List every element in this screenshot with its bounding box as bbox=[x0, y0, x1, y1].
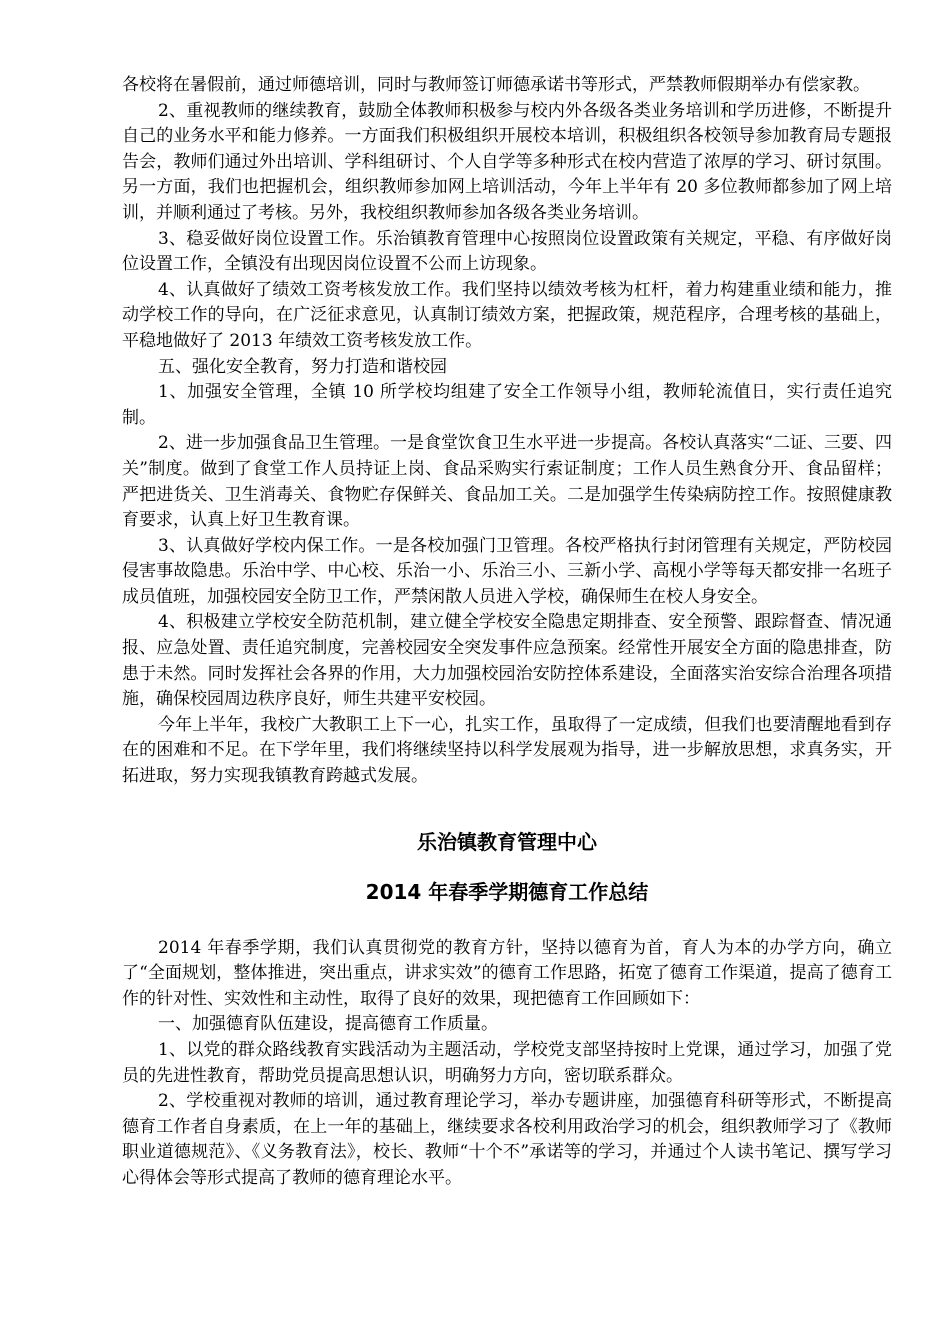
paragraph-teacher-training: 2、学校重视对教师的培训，通过教育理论学习，举办专题讲座，加强德育科研等形式，不断提高德育工作者自身素质，在上一年的基础上，继续要求各校利用政治学习的机会，组织教师学习了《教师职业道德规范》、《义务教育法》，校长、教师“十个不”承诺等的学习，并通过个人读书笔记、撰写学习心得体会等形式提高了教师的德育理论水平。 bbox=[122, 1091, 892, 1188]
document-page bbox=[122, 73, 892, 1192]
paragraph-continued: 各校将在暑假前，通过师德培训，同时与教师签订师德承诺书等形式，严禁教师假期举办有偿家教。 bbox=[122, 75, 870, 95]
paragraph-continuing-education: 2、重视教师的继续教育，鼓励全体教师积极参与校内外各级各类业务培训和学历进修，不断提升自己的业务水平和能力修养。一方面我们积极组织开展校本培训，积极组织各校领导参加教育局专题报告会，教师们通过外出培训、学科组研讨、个人自学等多种形式在校内营造了浓厚的学习、研讨氛围。另一方面，我们也把握机会，组织教师参加网上培训活动，今年上半年有 20 多位教师都参加了网上培训，并顺利通过了考核。另外，我校组织教师参加各级各类业务培训。 bbox=[122, 100, 892, 223]
report-header bbox=[122, 828, 892, 906]
section-heading-safety: 五、强化安全教育，努力打造和谐校园 bbox=[158, 356, 447, 377]
organization-title: 乐治镇教育管理中心 bbox=[417, 829, 597, 854]
top-section bbox=[122, 73, 892, 790]
paragraph-food-hygiene: 2、进一步加强食品卫生管理。一是食堂饮食卫生水平进一步提高。各校认真落实“二证、三要、四关”制度。做到了食堂工作人员持证上岗、食品采购实行索证制度；工作人员生熟食分开、食品留样；严把进货关、卫生消毒关、食物贮存保鲜关、食品加工关。二是加强学生传染病防控工作。按照健康教育要求，认真上好卫生教育课。 bbox=[122, 433, 892, 531]
section-heading-team-building: 一、加强德育队伍建设，提高德育工作质量。 bbox=[158, 1014, 498, 1035]
report-title: 2014 年春季学期德育工作总结 bbox=[365, 879, 649, 904]
bottom-section bbox=[122, 936, 892, 1192]
paragraph-performance-pay: 4、认真做好了绩效工资考核发放工作。我们坚持以绩效考核为杠杆，着力构建重业绩和能力，推动学校工作的导向，在广泛征求意见，认真制订绩效方案，把握政策，规范程序，合理考核的基础上，平稳地做好了 2013 年绩效工资考核发放工作。 bbox=[122, 279, 892, 351]
paragraph-post-setting: 3、稳妥做好岗位设置工作。乐治镇教育管理中心按照岗位设置政策有关规定，平稳、有序做好岗位设置工作，全镇没有出现因岗位设置不公而上访现象。 bbox=[122, 228, 892, 275]
paragraph-safety-management: 1、加强安全管理，全镇 10 所学校均组建了安全工作领导小组，教师轮流值日，实行责任追究制。 bbox=[122, 382, 892, 428]
paragraph-introduction: 2014 年春季学期，我们认真贯彻党的教育方针，坚持以德育为首，育人为本的办学方向，确立了“全面规划，整体推进，突出重点，讲求实效”的德育工作思路，拓宽了德育工作渠道，提高了德育工作的针对性、实效性和主动性，取得了良好的效果，现把德育工作回顾如下： bbox=[122, 937, 892, 1009]
paragraph-safety-mechanism: 4、积极建立学校安全防范机制，建立健全学校安全隐患定期排查、安全预警、跟踪督查、情况通报、应急处置、责任追究制度，完善校园安全突发事件应急预案。经常性开展安全方面的隐患排查，防患于未然。同时发挥社会各界的作用，大力加强校园治安防控体系建设，全面落实治安综合治理各项措施，确保校园周边秩序良好，师生共建平安校园。 bbox=[122, 612, 892, 710]
paragraph-campus-security: 3、认真做好学校内保工作。一是各校加强门卫管理。各校严格执行封闭管理有关规定，严防校园侵害事故隐患。乐治中学、中心校、乐治一小、乐治三小、三新小学、高枧小学等每天都安排一名班子成员值班，加强校园安全防卫工作，严禁闲散人员进入学校，确保师生在校人身安全。 bbox=[122, 535, 892, 607]
paragraph-party-education: 1、以党的群众路线教育实践活动为主题活动，学校党支部坚持按时上党课，通过学习，加强了党员的先进性教育，帮助党员提高思想认识，明确努力方向，密切联系群众。 bbox=[122, 1040, 892, 1086]
paragraph-conclusion: 今年上半年，我校广大教职工上下一心，扎实工作，虽取得了一定成绩，但我们也要清醒地看到存在的困难和不足。在下学年里，我们将继续坚持以科学发展观为指导，进一步解放思想，求真务实，开拓进取，努力实现我镇教育跨越式发展。 bbox=[122, 714, 892, 787]
